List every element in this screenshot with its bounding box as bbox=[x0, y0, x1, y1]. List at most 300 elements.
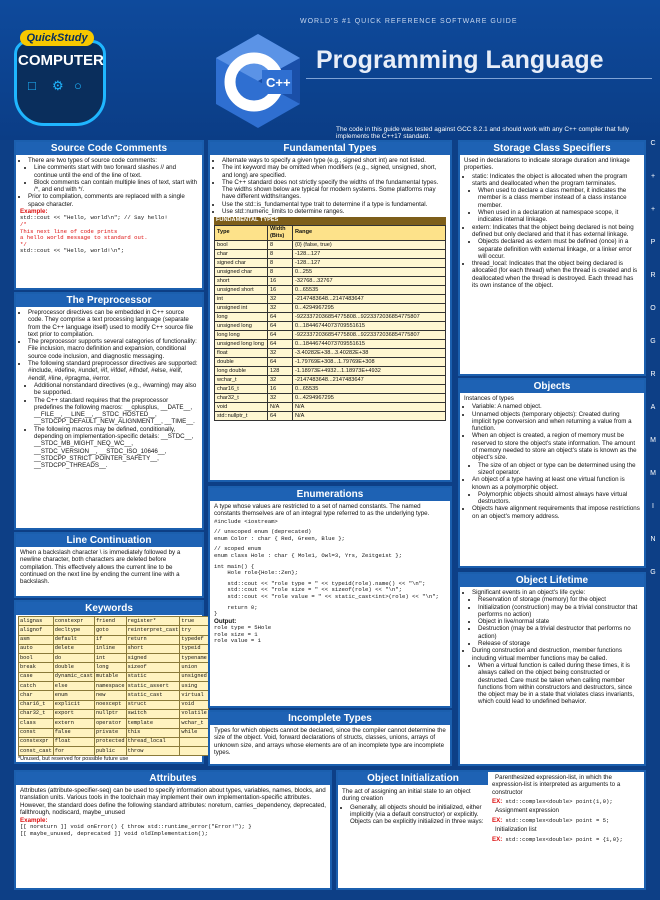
keyword-cell: double bbox=[53, 663, 94, 672]
init-method bbox=[492, 817, 644, 825]
sidebar-letter: G bbox=[650, 338, 656, 345]
list-item: • The following macros may be defined, conditionally, depending on implementation-specific details: __STDC__, __STDC_MB_MIGHT_NEQ_WC__, __STDC_VERSION__, __STDC_ISO_10646__, __STDCPP_STRICT_POINTER_SAFETY__, __STDCPP_THREADS__. bbox=[34, 426, 198, 470]
table-cell: -3.40282E+38...3.40282E+38 bbox=[293, 349, 446, 358]
list-item: • Release of storage bbox=[478, 640, 640, 647]
object-initialization-panel bbox=[336, 770, 646, 890]
table-cell: char bbox=[215, 250, 268, 259]
list-item: • Block comments can contain multiple lines of text, start with /*, and end with */. bbox=[34, 179, 198, 194]
badge-subject: COMPUTER bbox=[18, 52, 104, 69]
panel-text: Types for which objects cannot be declared, since the compiler cannot determine the size of the object. Void, forward declarations of structs, classes, unions, arrays of unknown size, and arrays whose elements are of an incomplete type are incomplete types. bbox=[214, 727, 446, 756]
keyword-cell: static_assert bbox=[126, 682, 180, 691]
keyword-cell: decltype bbox=[53, 626, 94, 635]
keyword-cell: friend bbox=[94, 617, 126, 626]
table-cell: 0...255 bbox=[293, 268, 446, 277]
table-cell: 16 bbox=[268, 385, 293, 394]
keyword-cell: using bbox=[180, 682, 208, 691]
code-line: #include <iostream> bbox=[214, 517, 278, 525]
table-cell: unsigned int bbox=[215, 304, 268, 313]
object-lifetime-panel bbox=[458, 572, 646, 766]
list-item: • An object of a type having at least one virtual function is known as a polymorphic object. bbox=[472, 476, 640, 491]
sidebar-letter: G bbox=[650, 569, 656, 576]
logo-text: C++ bbox=[266, 75, 291, 90]
list-item: • Significant events in an object's life cycle: bbox=[472, 589, 640, 596]
init-method bbox=[492, 826, 644, 833]
code-line: std::cout << "Hello, world!\n"; bbox=[20, 247, 125, 255]
table-cell: 16 bbox=[268, 277, 293, 286]
panel-title: Storage Class Specifiers bbox=[460, 142, 644, 155]
code-line: [[ maybe_unused, deprecated ]] void oldImplementation(); bbox=[20, 830, 208, 838]
table-cell: 64 bbox=[268, 313, 293, 322]
table-row bbox=[215, 349, 446, 358]
table-header: Type bbox=[215, 225, 268, 241]
code-line: int main() { bbox=[214, 562, 255, 570]
keyword-cell: alignas bbox=[19, 617, 54, 626]
list-item: • thread_local: Indicates that the object being declared is allocated (for each thread) when the thread is created and is deallocated when the thread is destroyed. Each thread has its own instance of the object. bbox=[472, 260, 640, 289]
table-cell: 32 bbox=[268, 349, 293, 358]
keyword-cell: enum bbox=[53, 691, 94, 700]
keyword-cell: class bbox=[19, 719, 54, 728]
vertical-sidebar-label bbox=[648, 140, 658, 900]
table-cell: double bbox=[215, 358, 268, 367]
code-line: return 0; bbox=[214, 603, 258, 611]
list-item: • Object in live/normal state bbox=[478, 618, 640, 625]
table-row bbox=[19, 747, 209, 756]
list-item: • Unnamed objects (temporary objects): Created during implicit type conversion and when returning a value from a function. bbox=[472, 411, 640, 433]
keyword-cell: signed bbox=[126, 654, 180, 663]
keyword-cell: switch bbox=[126, 709, 180, 718]
sidebar-letter: M bbox=[650, 470, 656, 477]
code-line: // unscoped enum (deprecated) bbox=[214, 528, 312, 536]
keyword-cell: thread_local bbox=[126, 737, 180, 746]
example-label: Example: bbox=[20, 208, 48, 216]
sidebar-letter: + bbox=[650, 206, 656, 213]
table-header: Range bbox=[293, 225, 446, 241]
attributes-panel bbox=[14, 770, 332, 890]
output-line: role value = 1 bbox=[214, 637, 261, 645]
table-cell: 128 bbox=[268, 367, 293, 376]
table-row bbox=[215, 259, 446, 268]
table-row bbox=[215, 295, 446, 304]
code-line: [[ noreturn ]] void onError() { throw std::runtime_error("Error!"); } bbox=[20, 823, 252, 831]
keyword-cell: auto bbox=[19, 644, 54, 653]
init-method bbox=[492, 774, 644, 796]
table-cell: -2147483648...2147483647 bbox=[293, 376, 446, 385]
list-item: • The size of an object or type can be determined using the sizeof operator. bbox=[478, 462, 640, 477]
table-cell: 32 bbox=[268, 295, 293, 304]
table-cell: 8 bbox=[268, 259, 293, 268]
line-continuation-panel bbox=[14, 532, 204, 598]
table-cell: int bbox=[215, 295, 268, 304]
table-cell: unsigned char bbox=[215, 268, 268, 277]
keyword-cell: true bbox=[180, 617, 208, 626]
table-row bbox=[19, 663, 209, 672]
init-method bbox=[492, 807, 644, 814]
panel-title: The Preprocessor bbox=[16, 294, 202, 307]
keyword-cell: static_cast bbox=[126, 691, 180, 700]
init-method bbox=[492, 836, 644, 844]
keyword-cell: template bbox=[126, 719, 180, 728]
table-cell: -1.18973E+4932...1.18973E+4932 bbox=[293, 367, 446, 376]
table-cell: 64 bbox=[268, 340, 293, 349]
keyword-cell: for bbox=[53, 747, 94, 756]
table-cell: short bbox=[215, 277, 268, 286]
table-cell: char16_t bbox=[215, 385, 268, 394]
panel-title: Incomplete Types bbox=[210, 712, 450, 725]
keyword-cell: bool bbox=[19, 654, 54, 663]
sidebar-letter: + bbox=[650, 173, 656, 180]
list-item: • extern: Indicates that the object being declared is not being defined but only declared and that it has external linkage. bbox=[472, 224, 640, 239]
list-item: • The following standard preprocessor directives are supported: #include, #define, #undef, #if, #ifdef, #ifndef, #else, #elif, #endif, #line, #pragma, #error. bbox=[28, 360, 198, 382]
objects-panel bbox=[458, 378, 646, 568]
table-row bbox=[215, 367, 446, 376]
output-label: Output: bbox=[214, 617, 237, 625]
table-row bbox=[215, 331, 446, 340]
table-cell: 32 bbox=[268, 394, 293, 403]
table-cell: unsigned short bbox=[215, 286, 268, 295]
init-method-text: std::complex<double> point = {1,0}; bbox=[505, 835, 623, 843]
keyword-cell: static bbox=[126, 672, 180, 681]
laptop-icon: □ bbox=[28, 78, 36, 93]
init-method-text: Initialization list bbox=[495, 826, 537, 834]
keyword-cell: public bbox=[94, 747, 126, 756]
table-cell: 64 bbox=[268, 322, 293, 331]
table-row bbox=[19, 672, 209, 681]
table-cell: long double bbox=[215, 367, 268, 376]
list-item: • Objects have alignment requirements that impose restrictions on an object's memory address. bbox=[472, 505, 640, 520]
chat-icon: ○ bbox=[74, 78, 82, 93]
code-line: std::cout << "Hello, world\n"; // Say hello! bbox=[20, 214, 168, 222]
keyword-cell: new bbox=[94, 691, 126, 700]
table-row bbox=[215, 313, 446, 322]
output-line: role type = 5Hole bbox=[214, 624, 272, 632]
table-row bbox=[215, 412, 446, 421]
code-line: a hello world message to standard out. bbox=[20, 234, 148, 242]
keyword-cell: int bbox=[94, 654, 126, 663]
compiler-note: The code in this guide was tested against GCC 8.2.1 and should work with any C++ compiler that fully implements the C++17 standard. bbox=[336, 126, 630, 140]
table-row bbox=[215, 304, 446, 313]
keyword-cell: protected bbox=[94, 737, 126, 746]
list-item: • When used in a declaration at namespace scope, it indicates internal linkage. bbox=[478, 209, 640, 224]
keyword-cell: return bbox=[126, 635, 180, 644]
table-cell: 0...4294967295 bbox=[293, 304, 446, 313]
ex-label: EX: bbox=[492, 835, 503, 843]
table-cell: 16 bbox=[268, 286, 293, 295]
table-cell: 32 bbox=[268, 304, 293, 313]
keywords-table bbox=[18, 616, 209, 756]
keyword-cell: constexpr bbox=[53, 617, 94, 626]
table-cell: N/A bbox=[268, 403, 293, 412]
list-item: • Prior to compilation, comments are replaced with a single space character. bbox=[28, 193, 198, 208]
table-row bbox=[19, 635, 209, 644]
table-cell: 0...18446744073709551615 bbox=[293, 322, 446, 331]
keyword-cell: const bbox=[19, 728, 54, 737]
table-cell: N/A bbox=[293, 412, 446, 421]
sidebar-letter: M bbox=[650, 437, 656, 444]
list-item: • Preprocessor directives can be embedded in C++ source code. They comprise a text processing language (separate from the C++ language itself) used to modify C++ source file text prior to compilation. bbox=[28, 309, 198, 338]
table-cell: unsigned long bbox=[215, 322, 268, 331]
table-cell: -1.79769E+308...1.79769E+308 bbox=[293, 358, 446, 367]
code-line: } bbox=[214, 610, 218, 618]
keyword-cell: operator bbox=[94, 719, 126, 728]
panel-text: The act of assigning an initial state to an object during creation bbox=[342, 788, 471, 803]
page-title: Programming Language bbox=[316, 46, 604, 74]
ex-label: EX: bbox=[492, 816, 503, 824]
panel-title: Line Continuation bbox=[16, 534, 202, 547]
list-item: • Additional nonstandard directives (e.g., #warning) may also be supported. bbox=[34, 382, 198, 397]
incomplete-types-panel bbox=[208, 710, 452, 766]
keyword-cell: char32_t bbox=[19, 709, 54, 718]
init-methods bbox=[488, 772, 648, 847]
list-item: • Initialization (construction) may be a trivial constructor that performs no action) bbox=[478, 604, 640, 619]
code-line: enum class Hole : char { Mole1, Owl=3, Yrs, Zeitgeist }; bbox=[214, 551, 402, 559]
keyword-cell: default bbox=[53, 635, 94, 644]
fundamental-types-table bbox=[214, 217, 446, 421]
keyword-cell: struct bbox=[126, 700, 180, 709]
keyword-cell: explicit bbox=[53, 700, 94, 709]
fundamental-types-panel bbox=[208, 140, 452, 482]
table-cell: -128...127 bbox=[293, 250, 446, 259]
table-cell: 0...18446744073709551615 bbox=[293, 340, 446, 349]
keyword-cell: void bbox=[180, 700, 208, 709]
table-cell: unsigned long long bbox=[215, 340, 268, 349]
table-cell: {0} (false, true) bbox=[293, 241, 446, 250]
list-item: • The preprocessor supports several categories of functionality: File inclusion, macro definition and expansion, conditional source code inclusion, and diagnostic messaging. bbox=[28, 338, 198, 360]
table-cell: char32_t bbox=[215, 394, 268, 403]
keyword-cell: case bbox=[19, 672, 54, 681]
table-cell: long bbox=[215, 313, 268, 322]
output-line: role size = 1 bbox=[214, 630, 258, 638]
table-cell: -9223372036854775808...9223372036854775807 bbox=[293, 313, 446, 322]
table-cell: void bbox=[215, 403, 268, 412]
series-line: WORLD'S #1 QUICK REFERENCE SOFTWARE GUIDE bbox=[300, 18, 518, 25]
keyword-cell: dynamic_cast bbox=[53, 672, 94, 681]
keyword-cell: inline bbox=[94, 644, 126, 653]
keyword-cell: typedef bbox=[180, 635, 208, 644]
keyword-cell: extern bbox=[53, 719, 94, 728]
table-row bbox=[215, 241, 446, 250]
panel-text: A type whose values are restricted to a set of named constants. The named constants themselves are of an integral type referred to as the underlying type. bbox=[214, 503, 430, 518]
table-cell: 8 bbox=[268, 250, 293, 259]
sidebar-letter: R bbox=[650, 371, 656, 378]
table-row bbox=[19, 728, 209, 737]
keyword-cell: sizeof bbox=[126, 663, 180, 672]
table-cell: N/A bbox=[293, 403, 446, 412]
keyword-cell: typeid bbox=[180, 644, 208, 653]
keyword-cell: private bbox=[94, 728, 126, 737]
table-cell: 0...4294967295 bbox=[293, 394, 446, 403]
keyword-cell: reinterpret_cast bbox=[126, 626, 180, 635]
table-cell: 32 bbox=[268, 376, 293, 385]
table-row bbox=[215, 286, 446, 295]
keyword-cell: constexpr bbox=[19, 737, 54, 746]
keyword-cell: asm bbox=[19, 635, 54, 644]
table-row bbox=[215, 250, 446, 259]
keyword-cell: union bbox=[180, 663, 208, 672]
init-method-text: std::complex<double> point = 5; bbox=[505, 816, 610, 824]
panel-text: Attributes (attribute-specifier-seq) can be used to specify information about types, variables, names, blocks, and translation units. Various tools in the toolchain may implement their own implementation-specific attributes. However, the standard does define the following standard attributes: noreturn, carries_dependency, deprecated, fallthrough, nodiscard, maybe_unused bbox=[20, 787, 327, 816]
table-cell: 0...65535 bbox=[293, 385, 446, 394]
table-caption: FUNDAMENTAL TYPES bbox=[214, 217, 446, 224]
table-row bbox=[19, 700, 209, 709]
table-cell: float bbox=[215, 349, 268, 358]
panel-title: Keywords bbox=[16, 602, 202, 615]
keyword-cell: volatile bbox=[180, 709, 208, 718]
title-divider bbox=[306, 78, 652, 79]
table-cell: bool bbox=[215, 241, 268, 250]
ex-label: EX: bbox=[492, 797, 503, 805]
table-row bbox=[215, 277, 446, 286]
keywords-panel bbox=[14, 600, 207, 764]
keyword-cell: break bbox=[19, 663, 54, 672]
table-cell: 0...65535 bbox=[293, 286, 446, 295]
table-cell: -2147483648...2147483647 bbox=[293, 295, 446, 304]
table-row bbox=[215, 358, 446, 367]
list-item: • There are two types of source code comments: bbox=[28, 157, 198, 164]
keyword-cell: mutable bbox=[94, 672, 126, 681]
keyword-cell: try bbox=[180, 626, 208, 635]
list-item: • Alternate ways to specify a given type (e.g., signed short int) are not listed. bbox=[222, 157, 446, 164]
sidebar-letter: A bbox=[650, 404, 656, 411]
keyword-cell: while bbox=[180, 728, 208, 737]
sidebar-letter: O bbox=[650, 305, 656, 312]
list-item: • static: Indicates the object is allocated when the program starts and deallocated when the program terminates. bbox=[472, 173, 640, 188]
list-item: • During construction and destruction, member functions including virtual member functions may be called. bbox=[472, 647, 640, 662]
list-item: • The int keyword may be omitted when modifiers (e.g., signed, unsigned, short, and long) are specified. bbox=[222, 164, 446, 179]
table-row bbox=[215, 322, 446, 331]
keyword-cell: char16_t bbox=[19, 700, 54, 709]
table-row bbox=[215, 268, 446, 277]
storage-class-panel bbox=[458, 140, 646, 376]
cpp-logo-icon bbox=[214, 32, 302, 130]
table-row bbox=[19, 654, 209, 663]
sidebar-letter: R bbox=[650, 272, 656, 279]
list-item: • When a virtual function is called during these times, it is always called on the object being constructed or destructed. Care must be taken when calling member functions from within constructors and destructors, since the object may be in a state that violates class invariants, which could lead to undefined behavior. bbox=[478, 662, 640, 706]
list-item: • The C++ standard does not strictly specify the widths of the fundamental types. The widths shown below are typical for modern systems. Some platforms may have different widths/ranges. bbox=[222, 179, 446, 201]
table-cell: 8 bbox=[268, 268, 293, 277]
table-cell: signed char bbox=[215, 259, 268, 268]
keyword-cell: this bbox=[126, 728, 180, 737]
list-item: • Destruction (may be a trivial destructor that performs no action) bbox=[478, 625, 640, 640]
panel-title: Object Lifetime bbox=[460, 574, 644, 587]
table-cell: -9223372036854775808...9223372036854775807 bbox=[293, 331, 446, 340]
table-row bbox=[19, 682, 209, 691]
keyword-cell: else bbox=[53, 682, 94, 691]
table-row bbox=[19, 691, 209, 700]
code-line: // scoped enum bbox=[214, 545, 261, 553]
init-method bbox=[492, 798, 644, 806]
keyword-cell: export bbox=[53, 709, 94, 718]
keyword-cell: wchar_t bbox=[180, 719, 208, 728]
sidebar-letter: P bbox=[650, 239, 656, 246]
keyword-cell: nullptr bbox=[94, 709, 126, 718]
code-line: Hole role{Hole::Zen}; bbox=[214, 569, 298, 577]
sidebar-letter: I bbox=[652, 503, 654, 510]
code-line: std::cout << "role size = " << sizeof(role) << "\n"; bbox=[214, 586, 402, 594]
gear-icon: ⚙ bbox=[52, 78, 64, 93]
keyword-cell: long bbox=[94, 663, 126, 672]
table-cell: -128...127 bbox=[293, 259, 446, 268]
badge-brand: QuickStudy bbox=[20, 30, 94, 46]
keyword-cell: noexcept bbox=[94, 700, 126, 709]
table-row bbox=[19, 644, 209, 653]
panel-title: Object Initialization bbox=[338, 772, 488, 785]
table-row bbox=[215, 340, 446, 349]
table-header: Width (Bits) bbox=[268, 225, 293, 241]
list-item: • Use the std::is_fundamental type trait to determine if a type is fundamental. bbox=[222, 201, 446, 208]
code-line: */ bbox=[20, 240, 27, 248]
table-row bbox=[19, 737, 209, 746]
panel-text: Used in declarations to indicate storage duration and linkage properties. bbox=[464, 157, 630, 172]
quickstudy-badge bbox=[14, 30, 104, 122]
table-row bbox=[215, 403, 446, 412]
header bbox=[0, 0, 660, 140]
keyword-cell: throw bbox=[126, 747, 180, 756]
table-row bbox=[215, 385, 446, 394]
table-cell: wchar_t bbox=[215, 376, 268, 385]
keyword-cell: delete bbox=[53, 644, 94, 653]
keyword-cell: do bbox=[53, 654, 94, 663]
list-item: • When an object is created, a region of memory must be reserved to store the object's state information. The amount of memory needed to store an object's state is known as the object's size. bbox=[472, 432, 640, 461]
keyword-cell: short bbox=[126, 644, 180, 653]
list-item: • Use std::numeric_limits to determine ranges. bbox=[222, 208, 446, 215]
table-cell: 8 bbox=[268, 241, 293, 250]
keyword-cell: virtual bbox=[180, 691, 208, 700]
footnote: *Unused, but reserved for possible future use bbox=[18, 756, 129, 763]
table-cell: 64 bbox=[268, 331, 293, 340]
keyword-cell: if bbox=[94, 635, 126, 644]
table-row bbox=[19, 709, 209, 718]
keyword-cell: float bbox=[53, 737, 94, 746]
table-cell: 64 bbox=[268, 358, 293, 367]
table-cell: -32768...32767 bbox=[293, 277, 446, 286]
sidebar-letter: C bbox=[650, 140, 656, 147]
code-line: std::cout << "role type = " << typeid(role).name() << "\n"; bbox=[214, 579, 426, 587]
code-line: enum Color : char { Red, Green, Blue }; bbox=[214, 534, 345, 542]
keyword-cell bbox=[180, 737, 208, 746]
code-line: /* bbox=[20, 220, 27, 228]
list-item: • Line comments start with two forward slashes // and continue until the end of the line of text. bbox=[34, 164, 198, 179]
keyword-cell: register* bbox=[126, 617, 180, 626]
panel-text: Instances of types bbox=[464, 395, 514, 402]
keyword-cell bbox=[180, 747, 208, 756]
list-item: • Objects declared as extern must be defined (once) in a separate definition with external linkage, or a linker error will occur. bbox=[478, 238, 640, 260]
table-row bbox=[19, 626, 209, 635]
keyword-cell: alignof bbox=[19, 626, 54, 635]
keyword-cell: false bbox=[53, 728, 94, 737]
init-method-text: Parenthesized expression-list, in which the expression-list is interpreted as arguments to a constructor bbox=[492, 774, 621, 796]
keyword-cell: typename bbox=[180, 654, 208, 663]
keyword-cell: goto bbox=[94, 626, 126, 635]
panel-title: Attributes bbox=[16, 772, 330, 785]
code-line: This next line of code prints bbox=[20, 227, 118, 235]
list-item: • Polymorphic objects should almost always have virtual destructors. bbox=[478, 491, 640, 506]
sidebar-letter: N bbox=[650, 536, 656, 543]
list-item: • Generally, all objects should be initialized, either implicitly (via a default constructor) or explicitly. Objects can be explicitly initialized in three ways: bbox=[350, 804, 488, 826]
example-label: Example: bbox=[20, 817, 48, 825]
table-cell: 64 bbox=[268, 412, 293, 421]
panel-title: Enumerations bbox=[210, 488, 450, 501]
table-cell: std::nullptr_t bbox=[215, 412, 268, 421]
init-method-text: Assignment expression bbox=[495, 807, 559, 815]
panel-title: Objects bbox=[460, 380, 644, 393]
table-row bbox=[19, 719, 209, 728]
table-row bbox=[215, 376, 446, 385]
source-comments-panel bbox=[14, 140, 204, 290]
enumerations-panel bbox=[208, 486, 452, 708]
panel-text: When a backslash character \ is immediately followed by a newline character, both characters are deleted before compilation. This effectively allows the current line to be continued on the next line by ending the current line with a backslash. bbox=[20, 549, 181, 586]
code-line: std::cout << "role value = " << static_cast<int>(role) << "\n"; bbox=[214, 592, 439, 600]
list-item: • The C++ standard requires that the preprocessor predefines the following macros: __cplusplus, __DATE__, __FILE__, __LINE__, __STDC_HOSTED__, __STDCPP_DEFAULT_NEW_ALIGNMENT__, __TIME__. bbox=[34, 397, 198, 426]
